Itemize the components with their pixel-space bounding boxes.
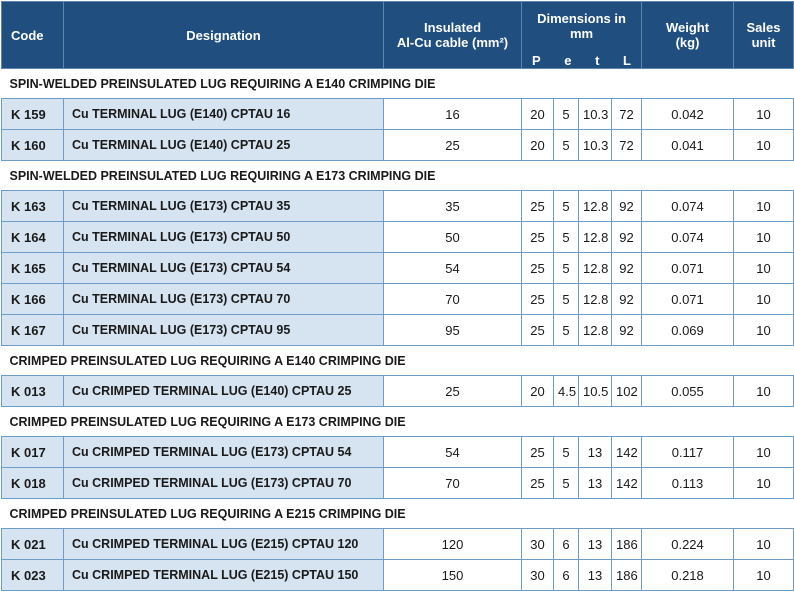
cell-code: K 021: [2, 529, 64, 560]
cell-code: K 023: [2, 560, 64, 591]
cell-dim-l: 186: [612, 529, 642, 560]
header-dim-e: e: [564, 53, 572, 68]
cell-designation: Cu CRIMPED TERMINAL LUG (E173) CPTAU 54: [64, 437, 384, 468]
cell-dim-t: 13: [579, 468, 612, 499]
cell-dim-t: 12.8: [579, 191, 612, 222]
cell-cable-size: 25: [384, 130, 522, 161]
cell-dim-e: 5: [554, 468, 579, 499]
header-dim-p: P: [532, 53, 541, 68]
cell-sales-unit: 10: [734, 468, 794, 499]
cell-code: K 159: [2, 99, 64, 130]
section-title: CRIMPED PREINSULATED LUG REQUIRING A E140 CRIMPING DIE: [2, 346, 794, 376]
cell-code: K 164: [2, 222, 64, 253]
cell-sales-unit: 10: [734, 529, 794, 560]
cell-designation: Cu TERMINAL LUG (E140) CPTAU 25: [64, 130, 384, 161]
cell-dim-l: 72: [612, 130, 642, 161]
cell-weight: 0.117: [642, 437, 734, 468]
header-dimensions: [522, 2, 642, 69]
cell-dim-p: 25: [522, 468, 554, 499]
cell-dim-e: 6: [554, 560, 579, 591]
cell-code: K 166: [2, 284, 64, 315]
table-row: [2, 529, 794, 560]
cell-dim-e: 6: [554, 529, 579, 560]
cell-dim-p: 30: [522, 529, 554, 560]
cell-sales-unit: 10: [734, 99, 794, 130]
table-row: [2, 437, 794, 468]
cell-dim-p: 25: [522, 191, 554, 222]
cell-code: K 165: [2, 253, 64, 284]
cell-dim-p: 20: [522, 99, 554, 130]
section-title: CRIMPED PREINSULATED LUG REQUIRING A E215 CRIMPING DIE: [2, 499, 794, 529]
header-sales-unit: [734, 2, 794, 69]
cell-cable-size: 150: [384, 560, 522, 591]
section-row: [2, 161, 794, 191]
table-row: [2, 222, 794, 253]
cell-designation: Cu TERMINAL LUG (E173) CPTAU 54: [64, 253, 384, 284]
section-row: [2, 499, 794, 529]
table-header: [2, 2, 794, 69]
cell-dim-e: 5: [554, 437, 579, 468]
cell-sales-unit: 10: [734, 437, 794, 468]
cell-dim-l: 92: [612, 315, 642, 346]
header-dim-l: L: [623, 53, 631, 68]
product-table: [1, 1, 794, 591]
cell-sales-unit: 10: [734, 222, 794, 253]
cell-sales-unit: 10: [734, 560, 794, 591]
cell-designation: Cu CRIMPED TERMINAL LUG (E215) CPTAU 120: [64, 529, 384, 560]
cell-dim-l: 102: [612, 376, 642, 407]
cell-designation: Cu CRIMPED TERMINAL LUG (E215) CPTAU 150: [64, 560, 384, 591]
cell-cable-size: 70: [384, 284, 522, 315]
header-weight: [642, 2, 734, 69]
section-row: [2, 69, 794, 99]
header-cable-line2: Al-Cu cable (mm²): [396, 35, 509, 50]
cell-dim-e: 5: [554, 222, 579, 253]
cell-dim-e: 5: [554, 130, 579, 161]
table-row: [2, 468, 794, 499]
cell-designation: Cu TERMINAL LUG (E173) CPTAU 50: [64, 222, 384, 253]
cell-dim-p: 25: [522, 284, 554, 315]
table-row: [2, 130, 794, 161]
cell-weight: 0.041: [642, 130, 734, 161]
cell-dim-l: 92: [612, 253, 642, 284]
cell-code: K 163: [2, 191, 64, 222]
cell-dim-l: 92: [612, 284, 642, 315]
cell-dim-e: 5: [554, 315, 579, 346]
cell-dim-l: 142: [612, 468, 642, 499]
cell-dim-l: 142: [612, 437, 642, 468]
cell-dim-e: 5: [554, 99, 579, 130]
header-dimension-letters: [526, 53, 637, 68]
cell-cable-size: 54: [384, 437, 522, 468]
cell-weight: 0.071: [642, 284, 734, 315]
cell-dim-l: 92: [612, 191, 642, 222]
cell-weight: 0.224: [642, 529, 734, 560]
cell-weight: 0.042: [642, 99, 734, 130]
cell-code: K 018: [2, 468, 64, 499]
cell-designation: Cu CRIMPED TERMINAL LUG (E173) CPTAU 70: [64, 468, 384, 499]
table-row: [2, 315, 794, 346]
cell-dim-e: 5: [554, 191, 579, 222]
cell-dim-t: 10.5: [579, 376, 612, 407]
cell-code: K 017: [2, 437, 64, 468]
header-cable-line1: Insulated: [423, 20, 482, 35]
cell-dim-e: 5: [554, 253, 579, 284]
cell-weight: 0.055: [642, 376, 734, 407]
header-sales-line1: Sales: [746, 20, 781, 35]
cell-dim-t: 13: [579, 529, 612, 560]
cell-cable-size: 50: [384, 222, 522, 253]
cell-designation: Cu TERMINAL LUG (E173) CPTAU 35: [64, 191, 384, 222]
cell-sales-unit: 10: [734, 130, 794, 161]
table-row: [2, 560, 794, 591]
cell-dim-p: 25: [522, 315, 554, 346]
table-row: [2, 376, 794, 407]
header-dimensions-label: Dimensions in mm: [537, 11, 626, 41]
cell-designation: Cu TERMINAL LUG (E173) CPTAU 70: [64, 284, 384, 315]
header-sales-line2: unit: [751, 35, 776, 50]
cell-code: K 167: [2, 315, 64, 346]
cell-dim-t: 10.3: [579, 130, 612, 161]
cell-dim-p: 20: [522, 130, 554, 161]
cell-dim-t: 12.8: [579, 253, 612, 284]
header-designation: [64, 2, 384, 69]
section-title: CRIMPED PREINSULATED LUG REQUIRING A E173 CRIMPING DIE: [2, 407, 794, 437]
cell-sales-unit: 10: [734, 284, 794, 315]
cell-weight: 0.218: [642, 560, 734, 591]
cell-code: K 013: [2, 376, 64, 407]
cell-dim-l: 92: [612, 222, 642, 253]
table-row: [2, 284, 794, 315]
cell-dim-p: 30: [522, 560, 554, 591]
cell-dim-e: 4.5: [554, 376, 579, 407]
table-row: [2, 191, 794, 222]
cell-cable-size: 16: [384, 99, 522, 130]
section-row: [2, 407, 794, 437]
table-row: [2, 99, 794, 130]
header-designation-label: Designation: [186, 27, 261, 43]
cell-designation: Cu TERMINAL LUG (E140) CPTAU 16: [64, 99, 384, 130]
cell-dim-p: 25: [522, 437, 554, 468]
cell-dim-l: 72: [612, 99, 642, 130]
cell-weight: 0.113: [642, 468, 734, 499]
cell-code: K 160: [2, 130, 64, 161]
cell-cable-size: 120: [384, 529, 522, 560]
cell-cable-size: 35: [384, 191, 522, 222]
header-cable: [384, 2, 522, 69]
cell-dim-t: 10.3: [579, 99, 612, 130]
cell-dim-e: 5: [554, 284, 579, 315]
header-dim-t: t: [595, 53, 600, 68]
table-row: [2, 253, 794, 284]
cell-weight: 0.069: [642, 315, 734, 346]
cell-dim-p: 25: [522, 253, 554, 284]
cell-cable-size: 25: [384, 376, 522, 407]
cell-designation: Cu CRIMPED TERMINAL LUG (E140) CPTAU 25: [64, 376, 384, 407]
cell-designation: Cu TERMINAL LUG (E173) CPTAU 95: [64, 315, 384, 346]
cell-sales-unit: 10: [734, 315, 794, 346]
cell-dim-t: 13: [579, 437, 612, 468]
cell-sales-unit: 10: [734, 253, 794, 284]
table-body: [2, 69, 794, 591]
cell-dim-t: 12.8: [579, 222, 612, 253]
cell-weight: 0.071: [642, 253, 734, 284]
cell-dim-p: 20: [522, 376, 554, 407]
cell-dim-t: 12.8: [579, 284, 612, 315]
cell-dim-p: 25: [522, 222, 554, 253]
section-title: SPIN-WELDED PREINSULATED LUG REQUIRING A E140 CRIMPING DIE: [2, 69, 794, 99]
cell-sales-unit: 10: [734, 376, 794, 407]
header-code: [2, 2, 64, 69]
cell-dim-t: 13: [579, 560, 612, 591]
cell-weight: 0.074: [642, 191, 734, 222]
cell-sales-unit: 10: [734, 191, 794, 222]
cell-cable-size: 95: [384, 315, 522, 346]
section-row: [2, 346, 794, 376]
cell-dim-l: 186: [612, 560, 642, 591]
header-weight-line2: (kg): [675, 35, 700, 50]
cell-cable-size: 70: [384, 468, 522, 499]
cell-weight: 0.074: [642, 222, 734, 253]
header-code-label: Code: [11, 27, 44, 43]
header-weight-line1: Weight: [665, 20, 710, 35]
cell-cable-size: 54: [384, 253, 522, 284]
cell-dim-t: 12.8: [579, 315, 612, 346]
section-title: SPIN-WELDED PREINSULATED LUG REQUIRING A E173 CRIMPING DIE: [2, 161, 794, 191]
